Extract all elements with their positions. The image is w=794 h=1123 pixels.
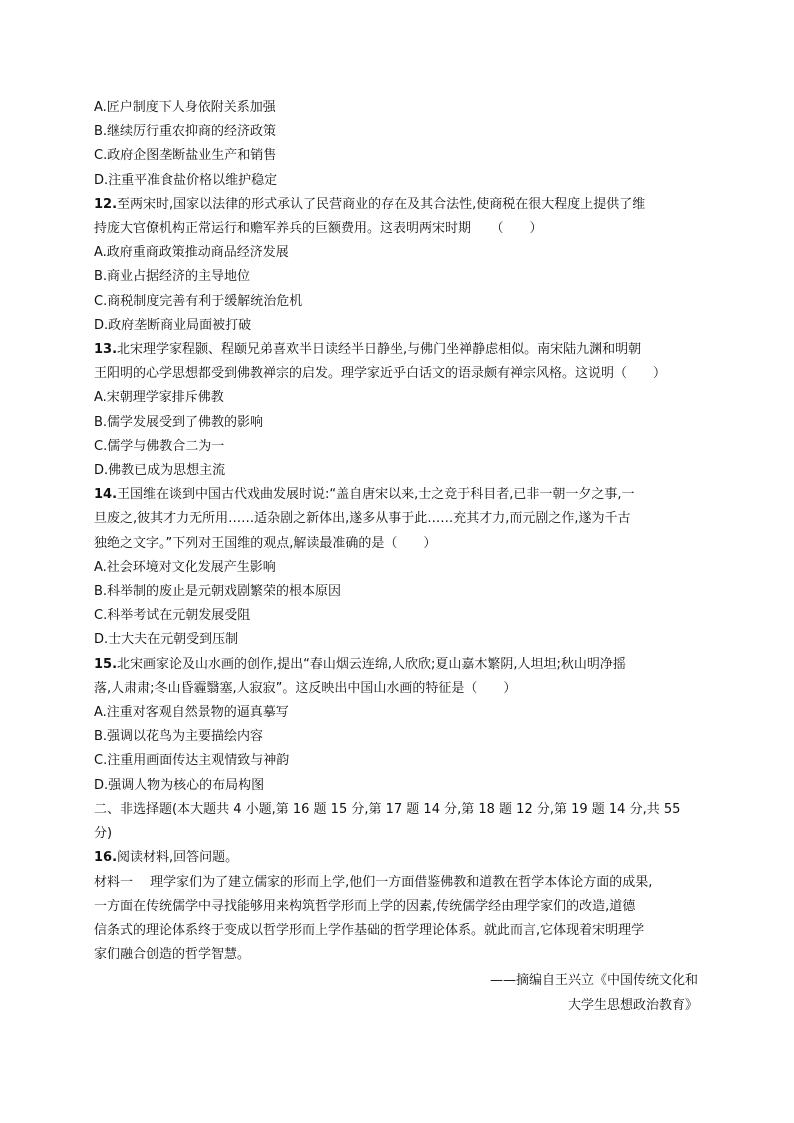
question-12 [94,193,704,338]
q16-material-line-1: 材料一 理学家们为了建立儒家的形而上学,他们一方面借鉴佛教和道教在哲学本体论方面的成果, [94,874,653,890]
q14-option-c: C.科举考试在元朝发展受阻 [94,608,251,624]
q11-option-b: B.继续厉行重农抑商的经济政策 [94,124,277,140]
q14-stem-line-3: 独绝之文字。”下列对王国维的观点,解读最准确的是（ ） [94,535,437,551]
q14-number: 14. [94,487,118,503]
q15-option-d: D.强调人物为核心的布局构图 [94,777,265,793]
q14-option-d: D.士大夫在元朝受到压制 [94,632,239,648]
q16-stem [94,846,704,870]
q11-option-d: D.注重平准食盐价格以维护稳定 [94,172,278,188]
q16-source-line-1: ——摘编自王兴立《中国传统文化和 [489,973,698,989]
q13-stem-line-2: 王阳明的心学思想都受到佛教禅宗的启发。理学家近乎白话文的语录颇有禅宗风格。这说明（ ） [94,366,667,382]
question-16 [94,846,704,1017]
q14-stem-text-1: 王国维在谈到中国古代戏曲发展时说:“盖自唐宋以来,士之竞于科目者,已非一朝一夕之事,一 [117,487,635,503]
section-2-line-2: 分) [94,826,113,842]
q16-number: 16. [94,850,118,866]
q15-stem-text-1: 北宋画家论及山水画的创作,提出“春山烟云连绵,人欣欣;夏山嘉木繁阴,人坦坦;秋山明净摇 [117,656,626,672]
q12-stem-text-1: 至两宋时,国家以法律的形式承认了民营商业的存在及其合法性,使商税在很大程度上提供了维 [117,196,646,212]
q16-material-line-2: 一方面在传统儒学中寻找能够用来构筑哲学形而上学的因素,传统儒学经由理学家们的改造,道德 [94,898,636,914]
q13-stem-line-1 [94,338,704,362]
q16-material-line-3: 信条式的理论体系终于变成以哲学形而上学作基础的哲学理论体系。就此而言,它体现着宋明理学 [94,922,645,938]
q11-options [94,96,704,193]
q15-stem-line-2: 落,人肃肃;冬山昏霾翳塞,人寂寂”。这反映出中国山水画的特征是（ ） [94,680,517,696]
section-2-heading [94,798,704,846]
q12-option-b: B.商业占据经济的主导地位 [94,269,251,285]
q13-stem-text-1: 北宋理学家程颢、程颐兄弟喜欢半日读经半日静坐,与佛门坐禅静虑相似。南宋陆九渊和明朝 [117,342,642,358]
q12-stem-line-1 [94,193,704,217]
q12-option-a: A.政府重商政策推动商品经济发展 [94,245,289,261]
q14-stem-line-1 [94,483,704,507]
q14-option-a: A.社会环境对文化发展产生影响 [94,559,276,575]
q16-material-line-4: 家们融合创造的哲学智慧。 [94,947,251,963]
q14-stem-line-2: 旦废之,彼其才力无所用……适杂剧之新体出,遂多从事于此……充其才力,而元剧之作,遂为千古 [94,511,631,527]
q14-option-b: B.科举制的废止是元朝戏剧繁荣的根本原因 [94,584,342,600]
q15-option-b: B.强调以花鸟为主要描绘内容 [94,729,264,745]
exam-page [94,96,704,1018]
q13-option-c: C.儒学与佛教合二为一 [94,438,225,454]
q12-option-c: C.商税制度完善有利于缓解统治危机 [94,293,303,309]
q12-option-d: D.政府垄断商业局面被打破 [94,317,252,333]
question-15 [94,653,704,798]
q12-stem-line-2: 持庞大官僚机构正常运行和赡军养兵的巨额费用。这表明两宋时期 （ ） [94,221,543,237]
q15-option-c: C.注重用画面传达主观情致与神韵 [94,753,290,769]
q16-stem-text: 阅读材料,回答问题。 [117,850,239,866]
q15-number: 15. [94,656,118,672]
q11-option-c: C.政府企图垄断盐业生产和销售 [94,148,277,164]
section-2-line-1: 二、非选择题(本大题共 4 小题,第 16 题 15 分,第 17 题 14 分,第 18 题 12 分,第 19 题 14 分,共 55 [94,801,681,817]
q15-option-a: A.注重对客观自然景物的逼真摹写 [94,705,289,721]
question-13 [94,338,704,483]
q16-source-citation [94,969,704,1017]
q16-source-line-2: 大学生思想政治教育》 [567,997,698,1013]
question-14 [94,483,704,652]
q11-option-a: A.匠户制度下人身依附关系加强 [94,100,276,115]
q15-stem-line-1 [94,653,704,677]
q12-number: 12. [94,196,118,212]
q13-number: 13. [94,342,118,358]
q13-option-d: D.佛教已成为思想主流 [94,463,226,479]
q13-option-a: A.宋朝理学家排斥佛教 [94,390,224,406]
q13-option-b: B.儒学发展受到了佛教的影响 [94,414,264,430]
